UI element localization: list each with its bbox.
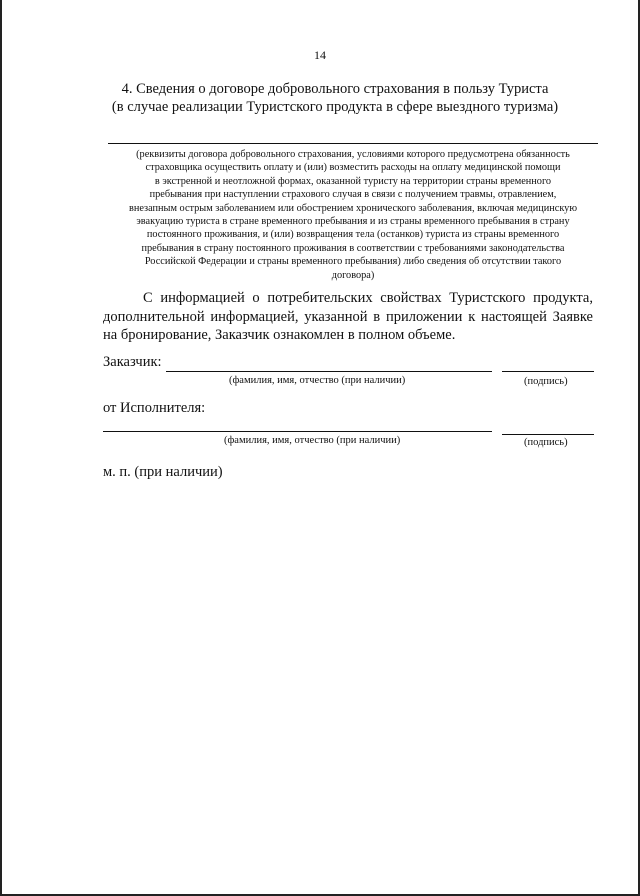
requisites-line: Российской Федерации и страны временного пребывания) либо сведения об отсутствии такого (144, 256, 562, 268)
requisites-line: пребывания в страну постоянного проживания в соответствии с требованиями законодательства (141, 242, 565, 254)
requisites-caption (108, 148, 598, 282)
executor-name-caption: (фамилия, имя, отчество (при наличии) (224, 435, 401, 446)
customer-name-caption: (фамилия, имя, отчество (при наличии) (229, 375, 406, 386)
requisites-line: страховщика осуществить оплату и (или) возместить расходы на оплату медицинской помощи (145, 162, 561, 174)
requisites-line: эвакуацию туриста в стране временного пребывания и из страны временного пребывания в страну (136, 216, 570, 228)
page-number: 14 (314, 48, 326, 62)
section-title (90, 80, 580, 116)
executor-label: от Исполнителя: (103, 400, 206, 416)
customer-signature-line (502, 371, 594, 372)
section-title-line-1: 4. Сведения о договоре добровольного страхования в пользу Туриста (121, 81, 549, 97)
requisites-line: постоянного проживания, и (или) возвращения тела (останков) туриста из страны временного (146, 229, 560, 241)
requisites-line: договора) (331, 269, 375, 281)
customer-signature-caption: (подпись) (524, 376, 568, 387)
requisites-line: внезапным острым заболеванием или обострением хронического заболевания, включая медицинскую (128, 202, 578, 214)
acknowledgement-statement: С информацией о потребительских свойствах Туристского продукта, дополнительной информацией, указанной в приложении к настоящей Заявке на бронирование, Заказчик ознакомлен в полном объеме. (103, 290, 593, 343)
section-title-line-2: (в случае реализации Туристского продукта в сфере выездного туризма) (111, 99, 559, 115)
executor-signature-caption: (подпись) (524, 437, 568, 448)
requisites-line: пребывания при наступлении страхового случая в связи с получением травмы, отравлением, (149, 189, 557, 201)
requisites-line: (реквизиты договора добровольного страхования, условиями которого предусмотрена обязанность (136, 149, 570, 160)
customer-label: Заказчик: (103, 354, 162, 370)
customer-name-line (166, 371, 492, 372)
requisites-line: в экстренной и неотложной формах, оказанной туристу на территории страны временного (154, 175, 552, 187)
stamp-note: м. п. (при наличии) (103, 464, 223, 480)
insurance-fill-line (108, 143, 598, 144)
executor-signature-line (502, 434, 594, 435)
executor-name-line (103, 431, 492, 432)
